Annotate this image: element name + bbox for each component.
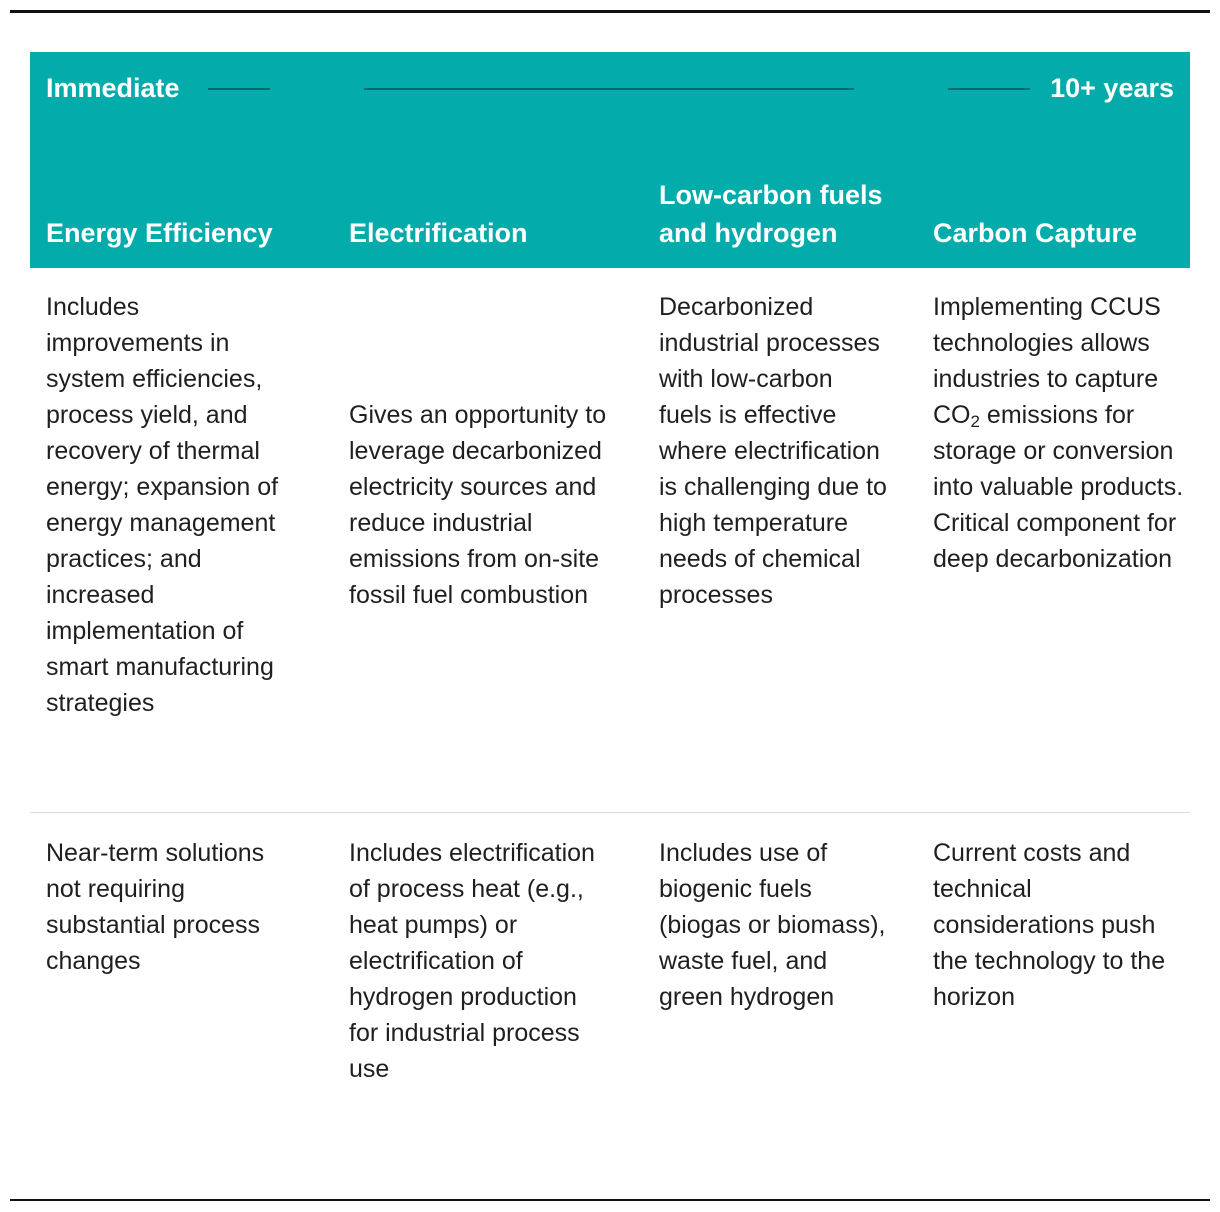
table-cell: [933, 289, 1185, 577]
cell-text: Implementing CCUS technologies allows industries to capture CO: [933, 293, 1161, 429]
table-header: [30, 52, 1190, 268]
timeline-line-segment: [948, 88, 1030, 90]
column-heading-electrification: Electrification: [349, 218, 528, 248]
table-cell: Decarbonized industrial processes with low-carbon fuels is effective where electrification is challenging due to high temperature needs of chemical processes: [659, 293, 887, 609]
timeline-end-label: 10+ years: [1050, 73, 1174, 103]
timeline-line-segment: [208, 88, 270, 90]
table-cell: Gives an opportunity to leverage decarbonized electricity sources and reduce industrial emissions from on-site fossil fuel combustion: [349, 401, 607, 609]
column-heading-low-carbon-fuels: Low-carbon fuels and hydrogen: [659, 180, 883, 248]
top-rule: [10, 10, 1210, 13]
timeline-start-label: Immediate: [46, 73, 180, 103]
timeline-line-segment: [364, 88, 854, 90]
table-cell: Includes improvements in system efficiencies, process yield, and recovery of thermal energy; expansion of energy management practices; and increased implementation of smart manufacturing strategies: [46, 293, 279, 717]
table-cell: Includes use of biogenic fuels (biogas or biomass), waste fuel, and green hydrogen: [659, 839, 886, 1011]
table-cell: Near-term solutions not requiring substantial process changes: [46, 839, 265, 975]
column-heading-carbon-capture: Carbon Capture: [933, 218, 1138, 248]
bottom-rule: [10, 1199, 1210, 1201]
row-divider: [30, 812, 1190, 813]
table-cell: Includes electrification of process heat (e.g., heat pumps) or electrification of hydrogen production for industrial process use: [349, 839, 595, 1083]
column-heading-energy-efficiency: Energy Efficiency: [46, 218, 273, 248]
cell-text: emissions for storage or conversion into valuable products. Critical component for deep decarbonization: [933, 401, 1184, 573]
subscript-text: 2: [970, 412, 980, 431]
table-cell: Current costs and technical considerations push the technology to the horizon: [933, 839, 1166, 1011]
